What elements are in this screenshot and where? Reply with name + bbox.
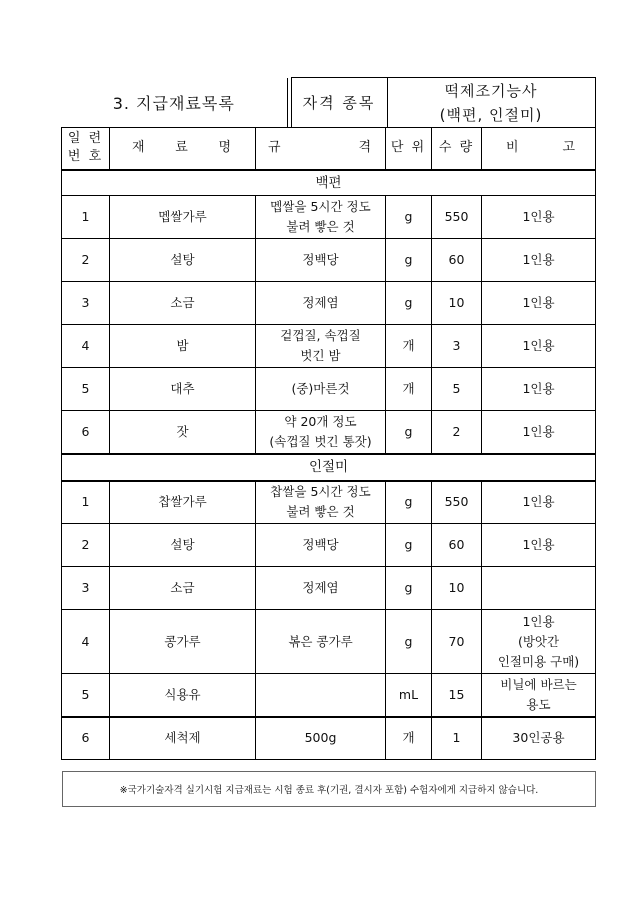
- qualification-value: [387, 78, 595, 128]
- table-row: 2 설탕 정백당 g 60 1인용: [62, 524, 596, 567]
- table-row: 2 설탕 정백당 g 60 1인용: [62, 239, 596, 282]
- table-row: 6 세척제 500g 개 1 30인공용: [62, 717, 596, 760]
- col-spec: 규 격: [256, 128, 386, 170]
- col-material-name: 재 료 명: [110, 128, 256, 170]
- col-unit: 단 위: [386, 128, 432, 170]
- column-header-row: [62, 128, 596, 170]
- qualification-line-2: (백편, 인절미): [439, 105, 543, 124]
- table-row: 4 밤 겉껍질, 속껍질 벗긴 밤 개 3 1인용: [62, 325, 596, 368]
- section-title: 백편: [62, 170, 596, 196]
- table-row: 3 소금 정제염 g 10: [62, 567, 596, 610]
- col-quantity: 수 량: [432, 128, 482, 170]
- qualification-label: 자격 종목: [291, 78, 387, 128]
- table-row: 1 멥쌀가루 멥쌀을 5시간 정도 불려 빻은 것 g 550 1인용: [62, 196, 596, 239]
- footnote: ※국가기술자격 실기시험 지급재료는 시험 종료 후(기권, 결시자 포함) 수험자에게 지급하지 않습니다.: [62, 771, 596, 807]
- header-table: [61, 77, 596, 128]
- table-row: 5 대추 (중)마른것 개 5 1인용: [62, 368, 596, 411]
- qualification-line-1: 떡제조기능사: [444, 81, 538, 100]
- table-row: 6 잣 약 20개 정도 (속껍질 벗긴 통잣) g 2 1인용: [62, 411, 596, 454]
- page-title: 3. 지급재료목록: [61, 78, 287, 128]
- col-remarks: 비 고: [482, 128, 596, 170]
- col-serial-number: 일 련 번 호: [62, 128, 110, 170]
- table-row: 1 찹쌀가루 찹쌀을 5시간 정도 불려 빻은 것 g 550 1인용: [62, 481, 596, 524]
- materials-table: [61, 127, 596, 760]
- section-row-baekpyeon: [62, 170, 596, 196]
- table-row: 4 콩가루 볶은 콩가루 g 70 1인용 (방앗간 인절미용 구매): [62, 610, 596, 674]
- section-row-injeolmi: [62, 454, 596, 481]
- table-row: 3 소금 정제염 g 10 1인용: [62, 282, 596, 325]
- section-title: 인절미: [62, 454, 596, 481]
- table-row: 5 식용유 mL 15 비닐에 바르는 용도: [62, 674, 596, 717]
